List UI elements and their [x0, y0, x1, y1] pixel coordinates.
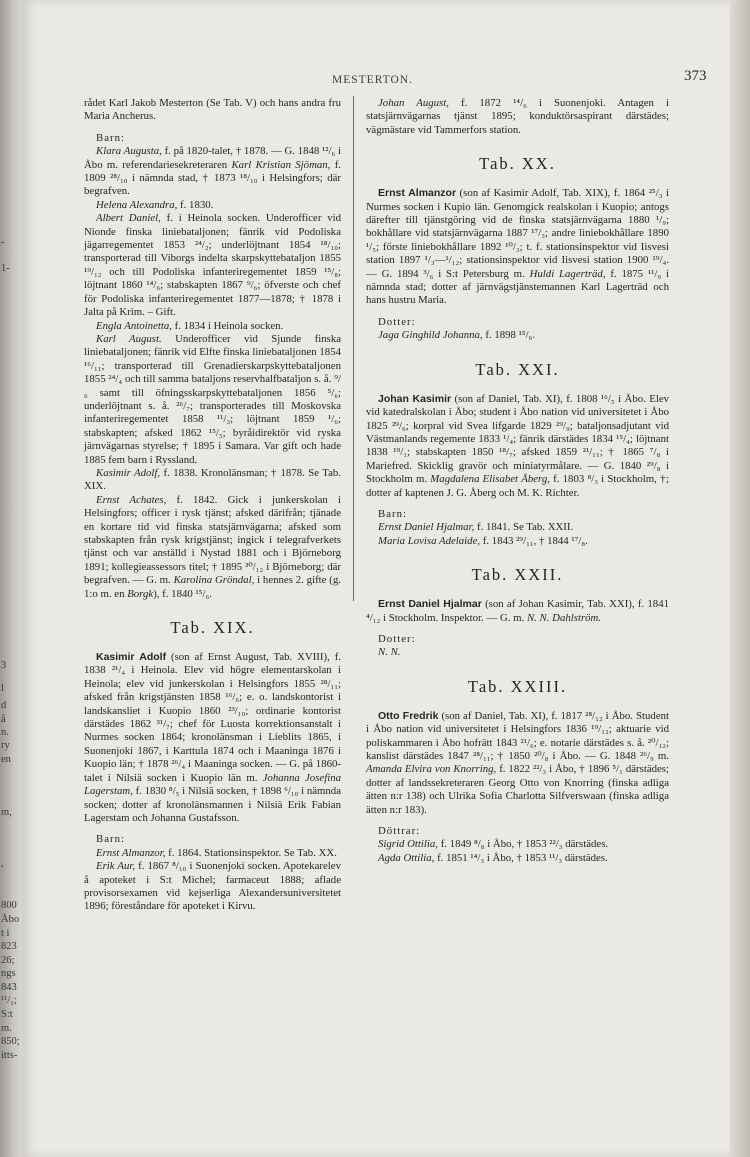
entry-text: f. 1830.	[177, 198, 214, 211]
entry-text: f. 1809 ²⁸/₁₀ i nämnda stad, † 1873 ¹⁸/₁₀ i Helsingfors; där begrafven.	[84, 158, 341, 198]
entry-ernst-almanzor-main	[366, 187, 669, 308]
entry-text: f. 1898 ¹⁵/₆.	[482, 329, 536, 342]
person-name: Agda Ottilia,	[378, 851, 435, 864]
person-name: Huldi Lagerträd,	[529, 267, 606, 280]
table-heading-xxi: Tab. XXI.	[475, 359, 560, 379]
margin-fragment: 843	[1, 982, 17, 993]
entry-text: f. på 1820-talet, † 1878. — G. 1848 ¹²/₆ i Åbo m. referendariesekreteraren	[84, 145, 342, 171]
person-name-bold: Ernst Almanzor	[378, 187, 457, 200]
margin-fragment: å	[1, 714, 6, 725]
person-name: Engla Antoinetta,	[96, 319, 172, 332]
entry-text: f. 1843 ²⁹/₁₁, † 1844 ¹⁷/₈.	[480, 534, 588, 547]
person-name-bold: Otto Fredrik	[378, 709, 439, 722]
entry-johan-august	[366, 97, 669, 137]
entry-text: i hennes 2. gifte (g. 1:o m. en	[84, 574, 341, 600]
entry-intro: rådet Karl Jakob Mesterton (Se Tab. V) och hans andra fru Maria Ancherus.	[84, 97, 341, 123]
margin-fragment: ,	[1, 858, 4, 869]
person-name: Ernst Daniel Hjalmar,	[378, 521, 475, 534]
entry-nn	[366, 646, 669, 659]
table-heading-xxiii: Tab. XXIII.	[467, 676, 568, 696]
person-name: N. N.	[378, 646, 401, 659]
person-name-bold: Johan Kasimir	[378, 392, 452, 405]
entry-text: f. 1864. Stationsinspektor. Se Tab. XX.	[165, 846, 337, 859]
entry-text: f. 1822 ²²/₃ i Åbo, † 1896 ⁵/₁ därstädes; dotter af landssekreteraren Georg Otto von Knorring (finska adliga ätten n:r 138) och Ulrika Sofia Charlotta Silfverswaan (finska adliga ätten n:r 183).	[366, 763, 670, 816]
entry-text: f. 1851 ¹⁴/₃ i Åbo, † 1853 ¹¹/₃ därstädes.	[434, 851, 608, 864]
entry-text: f. 1838. Kronolänsman; † 1878. Se Tab. XIX.	[84, 466, 341, 493]
table-heading-xxii: Tab. XXII.	[471, 565, 564, 585]
entry-sigrid	[366, 838, 669, 851]
running-header-title: MESTERTON.	[332, 74, 413, 86]
entry-text: f. 1834 i Heinola socken.	[171, 319, 284, 332]
margin-fragment: l	[1, 683, 4, 694]
person-name: Helena Alexandra,	[96, 198, 178, 211]
daughter-label: Dotter:	[378, 632, 416, 645]
entry-text: f. i Heinola socken. Underofficer vid Nionde finska liniebataljonen; fänrik vid Podoliska jägarregementet 1853 ²⁴/₂; underlöjtnant 1854 ¹⁸/₁₀; transporterad till Viborgs indelta skarpskyttebataljon 1855 ¹⁹/₁₂ och till Podoliska infanteriregementet 1859 ¹⁵/₈; löjtnant 1860 ¹⁴/₆; stabskapten 1867 ⁹/₆; öfverste och chef för Podoliska infanteriregementet 1877—1878; † 1878 i Jalta på Krim. – Gift.	[84, 212, 342, 319]
entry-text: f. 1849 ⁸/₈ i Åbo, † 1853 ²²/₃ därstädes.	[438, 838, 609, 851]
children-label: Barn:	[96, 131, 125, 144]
entry-maria	[366, 535, 669, 548]
entry-text: (son af Ernst August, Tab. XVIII), f. 1838 ²¹/₄ i Heinola. Elev vid högre elementarskolan i Heinola; elev vid junkerskolan i Helsingfors 1855 ²⁸/₁₁; afsked från krigstjänsten 1858 ¹⁶/₆; e. o. landskontorist i landskansliet i Kuopio 1860 ²³/₁₀; ordinarie kontorist därstädes 1862 ³¹/₇; chef för Luosta korrektionsanstalt i Nurmes socken 1864; kronolänsman i Lieblits 1865, i Suonenjoki 1867, i Karttula 1874 och i Maaninga 1876 i Kuopio län; † 1878 ²⁶/₄ i Maaninga socken. — G. på 1860-talet i Nilsiä socken i Kuopio län m.	[84, 651, 341, 784]
person-name: Johan August,	[378, 97, 449, 109]
daughter-label: Dotter:	[378, 315, 416, 328]
margin-fragment: Åbo	[1, 914, 20, 925]
margin-fragment: ¹¹/₁;	[1, 995, 17, 1006]
person-name: Borgk	[127, 587, 154, 600]
children-label: Barn:	[96, 833, 125, 846]
page-number: 373	[684, 68, 707, 84]
margin-fragment: -	[1, 237, 5, 248]
person-name-bold: Kasimir Adolf	[96, 651, 167, 664]
daughters-label: Döttrar:	[378, 825, 421, 838]
entry-text: f. 1842. Gick i junkerskolan i Helsingfors; officer i rysk tjänst; afsked därifrån; tjänade en kortare tid vid finska statsjärnvägarna; afsked som stabskapten från rysk krigstjänst; ingick i telegrafverkets tjänst och var anställd i Nystad 1881 och i Björneborg 1891; kollegieassessors titel; † 1895 ³⁰/₁₂ i Björneborg; där begrafven. — G. m.	[84, 493, 342, 587]
person-name: Karolina Gröndal,	[173, 574, 255, 587]
margin-fragment: t i	[1, 928, 10, 939]
entry-text: f. 1867 ⁸/₁₀ i Suonenjoki socken. Apotekarelev å apoteket i S:t Michel; farmaceut 1888; aflade provisorsexamen vid kejserliga Alexandersuniversitetet 1896; föreståndare för apoteket i Kirvu.	[84, 860, 341, 913]
left-column	[84, 97, 341, 914]
entry-engla	[84, 320, 341, 333]
entry-otto-fredrik	[366, 710, 669, 817]
entry-text: (son af Daniel, Tab. XI), f. 1808 ¹⁶/₅ i Åbo. Elev vid katedralskolan i Åbo; student i Åbo nation vid universitetet i Åbo 1825 ²⁹/₆; korpral vid Svea lifgarde 1829 ²⁹/₉; bataljonsadjutant vid Västmanlands regemente 1833 ¹/₄; fänrik därstädes 1834 ¹⁵/₄; löjtnant 1838 ¹⁹/₁; stabskapten 1850 ¹⁸/₇; afsked 1859 ²¹/₁₁; † 1865 ⁷/₈ i Mariefred. Skicklig gravör och miniatyrmålare. — G. 1840 ²⁹/₈ i Stockholm m.	[366, 392, 670, 486]
entry-ernst-daniel	[366, 521, 669, 534]
entry-text: (son af Daniel, Tab. XI), f. 1817 ²⁸/₁₂ i Åbo. Student i Åbo nation vid universitetet i Helsingfors 1836 ¹⁹/₁₂; aktuarie vid poliskammaren i Åbo hofrätt 1843 ²¹/₆; e. notarie därstädes s. å. ²⁰/₁₂; kanslist därstädes 1847 ²⁸/₁₁; † 1850 ²⁰/₈ i Åbo. — G. 1848 ²⁶/₉ m.	[366, 709, 670, 762]
entry-klara	[84, 145, 341, 199]
entry-ernst-almanzor	[84, 847, 341, 860]
person-name: Karl August.	[96, 332, 162, 345]
column-divider	[353, 96, 354, 601]
table-heading-xx: Tab. XX.	[479, 154, 556, 174]
entry-karl-august	[84, 333, 341, 467]
person-name: Kasimir Adolf,	[96, 466, 161, 479]
children-label: Barn:	[378, 507, 407, 520]
person-name: Magdalena Elisabet Åberg,	[430, 473, 550, 486]
margin-fragment: m,	[1, 807, 12, 818]
entry-text: f. 1872 ¹⁴/₆ i Suonenjoki. Antagen i statsjärnvägarnas tjänst 1895; konduktörsaspirant därstädes; vägmästare vid Tammerfors station.	[366, 97, 669, 136]
entry-kasimir-adolf	[84, 651, 341, 825]
person-name-bold: Ernst Daniel Hjalmar	[378, 598, 482, 611]
margin-fragment: 26;	[1, 955, 15, 966]
margin-fragment: 823	[1, 941, 17, 952]
margin-fragment: S:t	[1, 1009, 13, 1020]
margin-fragment: 3	[1, 660, 7, 671]
entry-text: ), f. 1840 ¹⁵/₆.	[153, 587, 212, 600]
entry-text: f. 1875 ¹¹/₉ i nämnda stad; dotter af järnvägstjänstemannen Karl Lagerträd och hans hustru Maria.	[366, 267, 669, 307]
previous-page-fragments	[0, 0, 22, 1157]
entry-erik	[84, 860, 341, 914]
person-name: Jaga Ginghild Johanna,	[378, 329, 483, 342]
person-name: Klara Augusta,	[96, 145, 162, 158]
margin-fragment: itts-	[1, 1050, 18, 1061]
entry-jaga	[366, 329, 669, 342]
entry-text: (son af Kasimir Adolf, Tab. XIX), f. 1864 ²⁵/₃ i Nurmes socken i Kupio län. Genomgick realskolan i Kuopio; antogs därefter till tjänstgöring vid de finska statsjärnvägarna 1880 ¹/₉; bokhållare vid statsjärnvägarna 1887 ¹⁷/₃; andre liniebokhållare 1890 ¹/₅; förste liniebokhållare 1892 ¹⁰/₃; t. f. stationsinspektor vid Iisvesi station 1897 ¹/₃—¹/₁₂; stationsinspektor vid Iisvesi station 1900 ¹⁹/₄. — G. 1894 ³/₆ i S:t Petersburg m.	[366, 187, 669, 280]
person-name: Sigrid Ottilia,	[378, 838, 438, 851]
person-name: Ernst Achates,	[96, 493, 167, 506]
margin-fragment: 800	[1, 900, 17, 911]
entry-ernst	[84, 494, 341, 601]
margin-fragment: en	[1, 754, 11, 765]
entry-text: (son af Johan Kasimir, Tab. XXI), f. 1841 ⁴/₁₂ i Stockholm. Inspektor. — G. m.	[366, 598, 670, 624]
entry-agda	[366, 852, 669, 865]
person-name: Maria Lovisa Adelaide,	[378, 534, 481, 547]
entry-albert	[84, 212, 341, 319]
person-name: Erik Aur,	[96, 860, 136, 873]
page-right-edge	[730, 0, 750, 1157]
entry-text: f. 1841. Se Tab. XXII.	[474, 521, 574, 534]
margin-fragment: ngs	[1, 968, 16, 979]
right-column	[366, 97, 669, 865]
margin-fragment: 850;	[1, 1036, 20, 1047]
entry-johan-kasimir	[366, 393, 669, 500]
entry-text: f. 1830 ⁸/₅ i Nilsiä socken, † 1898 ⁶/₁₀ i nämnda socken; dotter af kronolänsmannen i Nilsiä Erik Fabian Lagerstam och Johanna Gustafsson.	[84, 785, 341, 824]
entry-helena	[84, 199, 341, 212]
person-name: Johanna Josefina Lagerstam,	[84, 771, 341, 798]
person-name: N. N. Dahlström.	[526, 611, 602, 624]
entry-ernst-daniel-main	[366, 598, 669, 625]
person-name: Karl Kristian Sjöman,	[231, 158, 331, 171]
margin-fragment: ry	[1, 740, 10, 751]
table-heading-xix: Tab. XIX.	[170, 618, 255, 638]
margin-fragment: 1-	[1, 263, 10, 274]
margin-fragment: d	[1, 700, 7, 711]
margin-fragment: m.	[1, 1023, 12, 1034]
person-name: Amanda Elvira von Knorring,	[366, 763, 497, 776]
margin-fragment: n.	[1, 727, 9, 738]
entry-text: f. 1803 ⁸/₃ i Stockholm, †; dotter af kaptenen J. G. Åberg och M. K. Richter.	[366, 473, 669, 499]
entry-kasimir	[84, 467, 341, 494]
entry-text: Underofficer vid Sjunde finska liniebataljonen; fänrik vid Elfte finska liniebataljonen 1854 ¹⁶/₁₁; transporterad till Grenadierskarpskyttebataljonen 1855 ²⁴/₄ och till samma bataljons reservhalfbataljon s. å. ⁹/₆ samt till öfningsskarpskyttebataljonen 1856 ⁵/₆; underlöjtnant s. å. ²⁶/₇; transporterades till Moskovska infanteriregementet 1858 ¹¹/₃; löjtnant 1859 ¹/₆; stabskapten; afsked 1862 ¹⁵/₅; byråidirektör vid ryska järnvägarnas styrelse; † 1895 i Samara. Var gift och hade 1885 fem barn i Ryssland.	[84, 332, 342, 466]
person-name: Ernst Almanzor,	[96, 846, 166, 859]
person-name: Albert Daniel,	[96, 212, 161, 225]
